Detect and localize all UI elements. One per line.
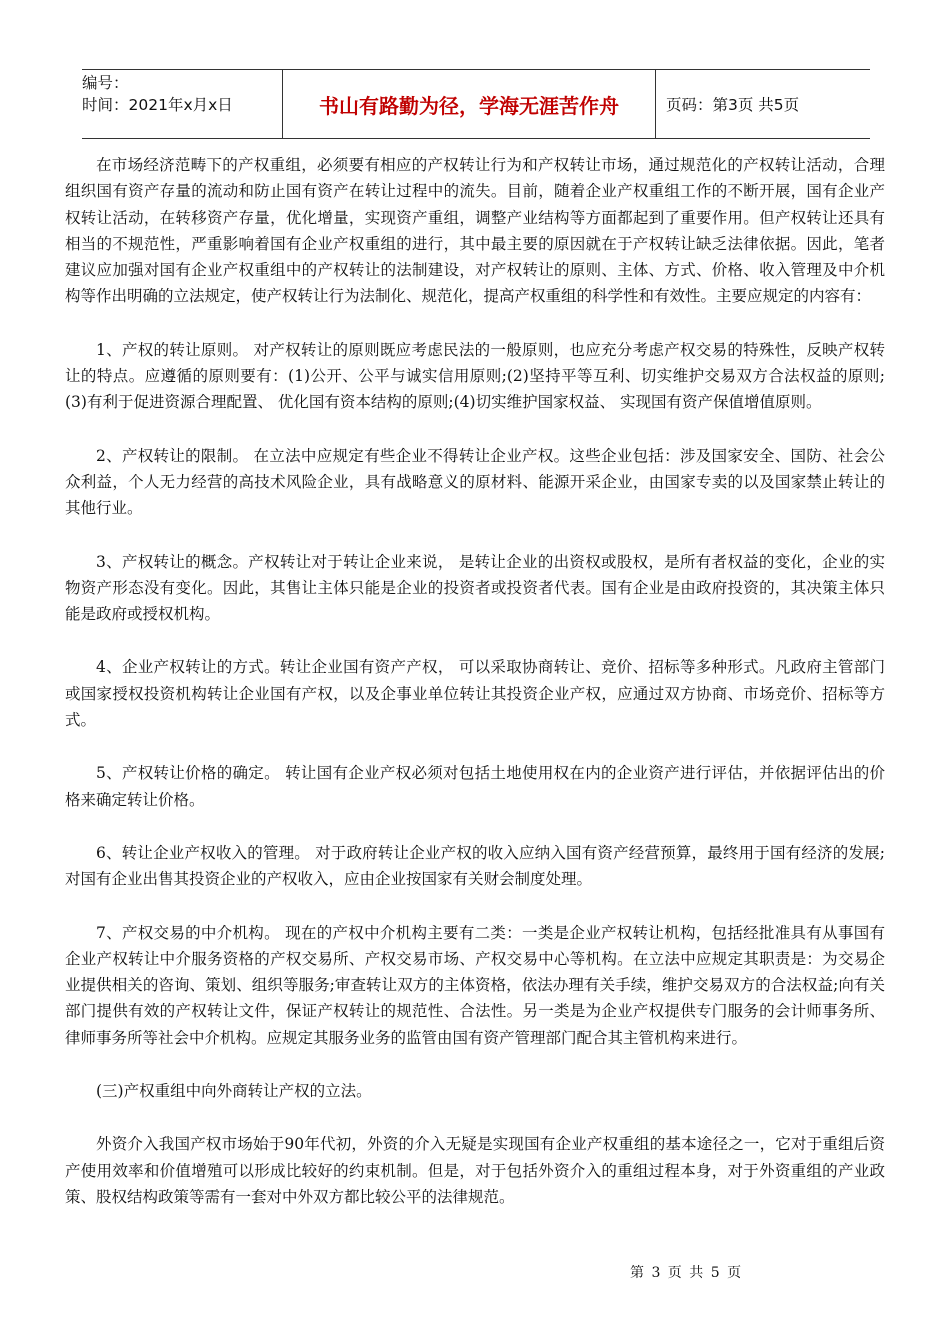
- paragraph-item-1: 1、产权的转让原则。 对产权转让的原则既应考虑民法的一般原则，也应充分考虑产权交易的特殊性，反映产权转让的特点。应遵循的原则要有：(1)公开、公平与诚实信用原则;(2)坚持平等互利、切实维护交易双方合法权益的原则;(3)有利于促进资源合理配置、 优化国有资本结构的原则;(4)切实维护国家权益、 实现国有资产保值增值原则。: [65, 340, 885, 412]
- paragraph-item-6: 6、转让企业产权收入的管理。 对于政府转让企业产权的收入应纳入国有资产经营预算，最终用于国有经济的发展;对国有企业出售其投资企业的产权收入，应由企业按国家有关财会制度处理。: [65, 843, 885, 889]
- page-footer: 第 3 页 共 5 页: [630, 1265, 742, 1281]
- paragraph-item-3: 3、产权转让的概念。产权转让对于转让企业来说， 是转让企业的出资权或股权，是所有者权益的变化，企业的实物资产形态没有变化。因此，其售让主体只能是企业的投资者或投资者代表。国有企业是由政府投资的，其决策主体只能是政府或授权机构。: [65, 552, 885, 624]
- document-date-label: 时间：2021年x月x日: [82, 96, 233, 114]
- paragraph-item-2: 2、产权转让的限制。 在立法中应规定有些企业不得转让企业产权。这些企业包括：涉及国家安全、国防、社会公众利益，个人无力经营的高技术风险企业，具有战略意义的原材料、能源开采企业，由国家专卖的以及国家禁止转让的其他行业。: [65, 446, 885, 518]
- paragraph-item-5: 5、产权转让价格的确定。 转让国有企业产权必须对包括土地使用权在内的企业资产进行评估，并依据评估出的价格来确定转让价格。: [65, 764, 885, 809]
- paragraph-intro: 在市场经济范畴下的产权重组，必须要有相应的产权转让行为和产权转让市场，通过规范化的产权转让活动，合理组织国有资产存量的流动和防止国有资产在转让过程中的流失。目前，随着企业产权重组工作的不断开展，国有企业产权转让活动，在转移资产存量，优化增量，实现资产重组，调整产业结构等方面都起到了重要作用。但产权转让还具有相当的不规范性，严重影响着国有企业产权重组的进行，其中最主要的原因就在于产权转让缺乏法律依据。因此，笔者建议应加强对国有企业产权重组中的产权转让的法制建设，对产权转让的原则、主体、方式、价格、收入管理及中介机构等作出明确的立法规定，使产权转让行为法制化、规范化，提高产权重组的科学性和有效性。主要应规定的内容有：: [65, 156, 885, 306]
- section-heading: (三)产权重组中向外商转让产权的立法。: [96, 1082, 372, 1101]
- document-number-label: 编号：: [82, 74, 129, 92]
- paragraph-item-7: 7、产权交易的中介机构。 现在的产权中介机构主要有二类：一类是企业产权转让机构，包括经批准具有从事国有企业产权转让中介服务资格的产权交易所、产权交易市场、产权交易中心等机构。在立法中应规定其职责是：为交易企业提供相关的咨询、策划、组织等服务;审查转让双方的主体资格，依法办理有关手续，维护交易双方的合法权益;向有关部门提供有效的产权转让文件，保证产权转让的规范性、合法性。另一类是为企业产权提供专门服务的会计师事务所、律师事务所等社会中介机构。应规定其服务业务的监管由国有资产管理部门配合其主管机构来进行。: [65, 923, 885, 1047]
- header-page-number: 页码：第3页 共5页: [666, 96, 800, 114]
- paragraph-item-4: 4、企业产权转让的方式。转让企业国有资产产权， 可以采取协商转让、竞价、招标等多种形式。凡政府主管部门或国家授权投资机构转让企业国有产权，以及企事业单位转让其投资企业产权，应通过双方协商、市场竞价、招标等方式。: [65, 658, 885, 730]
- header-motto: 书山有路勤为径，学海无涯苦作舟: [282, 70, 656, 138]
- paragraph-foreign-capital: 外资介入我国产权市场始于90年代初，外资的介入无疑是实现国有企业产权重组的基本途径之一，它对于重组后资产使用效率和价值增殖可以形成比较好的约束机制。但是，对于包括外资介入的重组过程本身，对于外资重组的产业政策、股权结构政策等需有一套对中外双方都比较公平的法律规范。: [65, 1135, 885, 1206]
- document-body: [65, 152, 885, 1237]
- page-header: [82, 69, 870, 139]
- header-meta: [82, 70, 282, 138]
